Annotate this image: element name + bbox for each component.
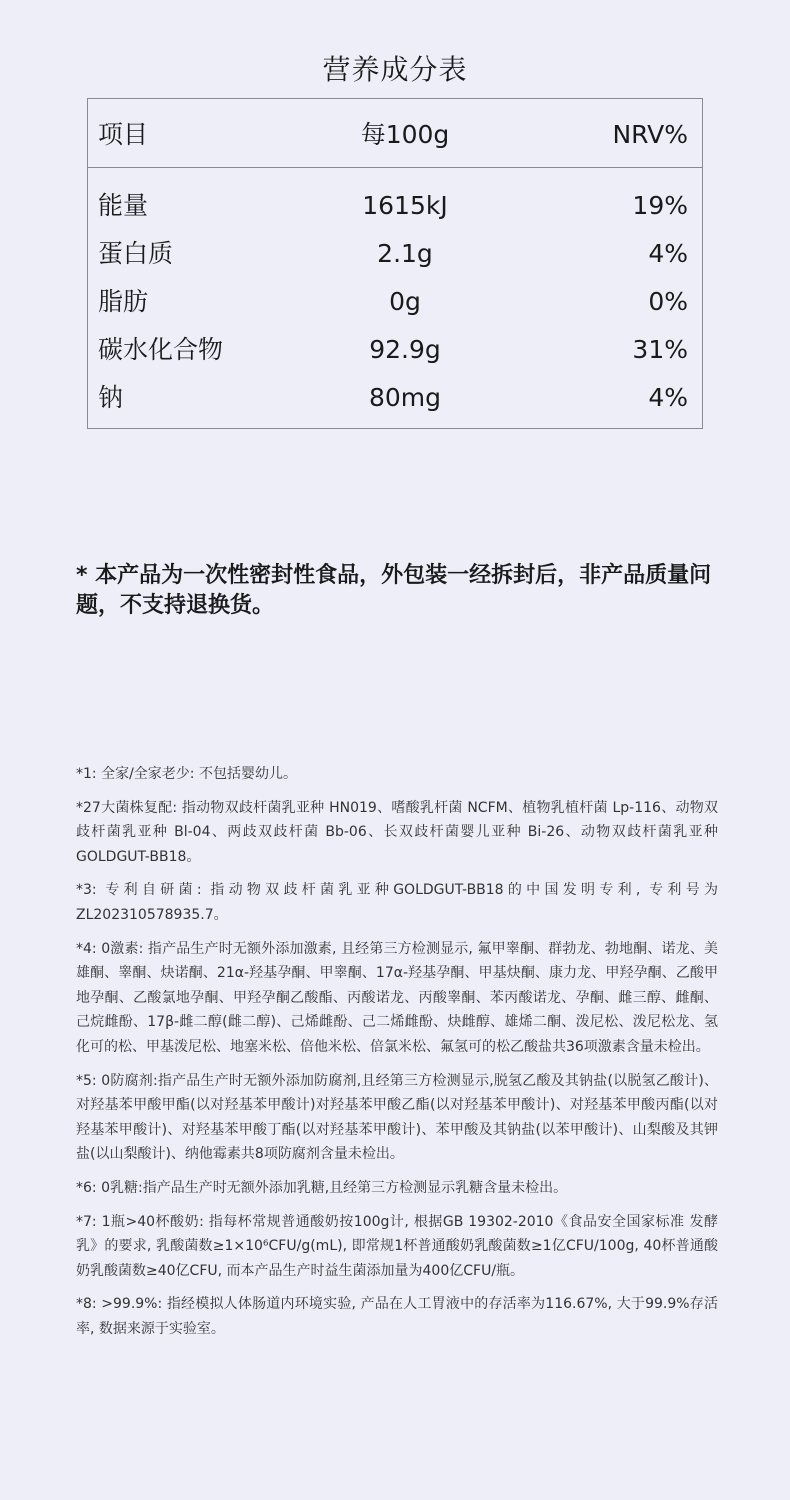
table-row	[88, 231, 702, 279]
footnote-5: *5: 0防腐剂:指产品生产时无额外添加防腐剂,且经第三方检测显示,脱氢乙酸及其钠盐(以脱氢乙酸计)、对羟基苯甲酸甲酯(以对羟基苯甲酸计)对羟基苯甲酸乙酯(以对羟基苯甲酸计)、对羟基苯甲酸丙酯(以对羟基苯甲酸计)、对羟基苯甲酸丁酯(以对羟基苯甲酸计)、苯甲酸及其钠盐(以苯甲酸计)、山梨酸及其钾盐(以山梨酸计)、纳他霉素共8项防腐剂含量未检出。	[76, 1072, 718, 1163]
header-item: 项目	[98, 120, 149, 149]
row-nrv: 4%	[648, 383, 688, 412]
row-value: 92.9g	[369, 335, 441, 364]
footnotes	[76, 762, 718, 1350]
row-value: 2.1g	[377, 239, 433, 268]
table-row	[88, 279, 702, 327]
table-row	[88, 327, 702, 375]
table-header-row	[88, 99, 702, 168]
row-value: 1615kJ	[362, 191, 448, 220]
footnote-4: *4: 0激素: 指产品生产时无额外添加激素, 且经第三方检测显示, 氟甲睾酮、群勃龙、勃地酮、诺龙、美雄酮、睾酮、炔诺酮、21α-羟基孕酮、甲睾酮、17α-羟基孕酮、甲基炔酮、康力龙、甲羟孕酮、乙酸甲地孕酮、乙酸氯地孕酮、甲羟孕酮乙酸酯、丙酸诺龙、丙酸睾酮、苯丙酸诺龙、孕酮、雌三醇、雌酮、己烷雌酚、17β-雌二醇(雌二醇)、己烯雌酚、己二烯雌酚、炔雌醇、雄烯二酮、泼尼松、泼尼松龙、氢化可的松、甲基泼尼松、地塞米松、倍他米松、倍氯米松、氟氢可的松乙酸盐共36项激素含量未检出。	[76, 940, 718, 1055]
row-value: 0g	[389, 287, 421, 316]
row-label: 脂肪	[98, 287, 149, 316]
row-value: 80mg	[368, 383, 442, 412]
footnote-6: *6: 0乳糖:指产品生产时无额外添加乳糖,且经第三方检测显示乳糖含量未检出。	[76, 1179, 568, 1196]
table-row	[88, 375, 702, 423]
footnote-1: *1: 全家/全家老少: 不包括婴幼儿。	[76, 766, 297, 782]
row-nrv: 0%	[648, 287, 688, 316]
table-row	[88, 183, 702, 231]
row-label: 碳水化合物	[98, 335, 224, 364]
row-label: 能量	[98, 191, 149, 220]
nutrition-table	[87, 98, 703, 429]
footnote-3: *3: 专利自研菌: 指动物双歧杆菌乳亚种GOLDGUT-BB18的中国发明专利, 专利号为ZL202310578935.7。	[76, 882, 718, 923]
row-label: 蛋白质	[98, 239, 174, 268]
row-label: 钠	[98, 383, 124, 412]
footnote-8: *8: >99.9%: 指经模拟人体肠道内环境实验, 产品在人工胃液中的存活率为116.67%, 大于99.9%存活率, 数据来源于实验室。	[76, 1296, 718, 1337]
header-nrv: NRV%	[612, 120, 688, 149]
row-nrv: 4%	[648, 239, 688, 268]
table-title: 营养成分表	[322, 53, 468, 86]
row-nrv: 31%	[632, 335, 688, 364]
header-per-100g: 每100g	[360, 120, 450, 149]
footnote-7: *7: 1瓶>40杯酸奶: 指每杯常规普通酸奶按100g计, 根据GB 19302-2010《食品安全国家标准 发酵乳》的要求, 乳酸菌数≥1×10⁶CFU/g(mL), 即常规1杯普通酸奶乳酸菌数≥1亿CFU/100g, 40杯普通酸奶乳酸菌数≥40亿CFU, 而本产品生产时益生菌添加量为400亿CFU/瓶。	[76, 1213, 718, 1279]
return-policy-notice: * 本产品为一次性密封性食品，外包装一经拆封后，非产品质量问题，不支持退换货。	[76, 563, 712, 618]
footnote-2: *27大菌株复配: 指动物双歧杆菌乳亚种 HN019、嗜酸乳杆菌 NCFM、植物乳植杆菌 Lp-116、动物双歧杆菌乳亚种 Bl-04、两歧双歧杆菌 Bb-06、长双歧杆菌婴儿亚种 Bi-26、动物双歧杆菌乳亚种GOLDGUT-BB18。	[76, 799, 718, 865]
row-nrv: 19%	[632, 191, 688, 220]
